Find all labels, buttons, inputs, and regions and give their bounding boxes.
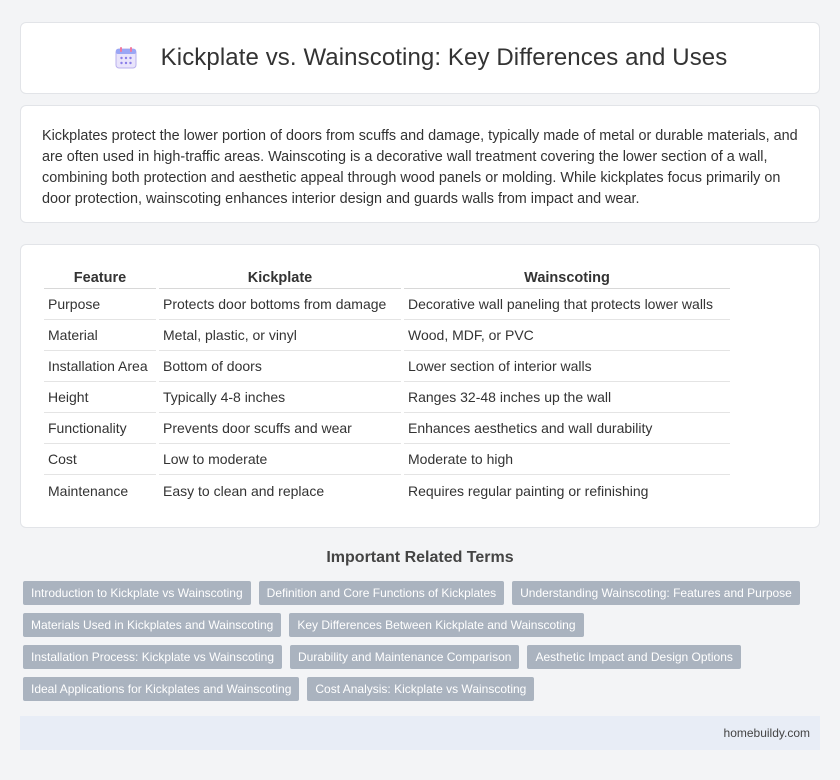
cell-kickplate: Easy to clean and replace: [163, 482, 325, 499]
cell-feature: Functionality: [44, 413, 156, 444]
intro-paragraph: Kickplates protect the lower portion of doors from scuffs and damage, typically made of metal or durable materials, and are often used in high-traffic areas. Wainscoting is a decorative wall treatment covering the lower section of a wall, combining both protection and aesthetic appeal through wood panels or molding. While kickplates focus primarily on door protection, wainscoting enhances interior design and guards walls from impact and wear.: [42, 128, 798, 207]
cell-wainscoting: Moderate to high: [404, 444, 730, 475]
related-term-tag[interactable]: Key Differences Between Kickplate and Wainscoting: [289, 613, 583, 637]
cell-wainscoting: Decorative wall paneling that protects lower walls: [404, 289, 730, 320]
table-row: [44, 382, 730, 413]
related-terms-list: [23, 581, 823, 701]
cell-feature: Material: [44, 320, 156, 351]
page-title: Kickplate vs. Wainscoting: Key Differences and Uses: [160, 44, 728, 71]
table-row: [44, 320, 730, 351]
related-term-tag[interactable]: Introduction to Kickplate vs Wainscoting: [23, 581, 251, 605]
table-row: [44, 413, 730, 444]
related-term-tag[interactable]: Materials Used in Kickplates and Wainscoting: [23, 613, 281, 637]
cell-feature: Height: [44, 382, 156, 413]
cell-feature: Installation Area: [44, 351, 156, 382]
cell-wainscoting: Requires regular painting or refinishing: [408, 482, 649, 499]
title-card: [20, 22, 820, 94]
cell-kickplate: Metal, plastic, or vinyl: [159, 320, 401, 351]
cell-wainscoting: Enhances aesthetics and wall durability: [404, 413, 730, 444]
related-term-tag[interactable]: Cost Analysis: Kickplate vs Wainscoting: [307, 677, 534, 701]
cell-kickplate: Bottom of doors: [159, 351, 401, 382]
cell-kickplate: Typically 4-8 inches: [159, 382, 401, 413]
cell-wainscoting: Wood, MDF, or PVC: [404, 320, 730, 351]
cell-feature: Purpose: [44, 289, 156, 320]
table-row: [44, 475, 730, 506]
table-row: [44, 351, 730, 382]
related-term-tag[interactable]: Definition and Core Functions of Kickplates: [259, 581, 504, 605]
calendar-icon: [113, 45, 139, 71]
related-term-tag[interactable]: Durability and Maintenance Comparison: [290, 645, 519, 669]
header-feature: Feature: [44, 267, 156, 289]
related-term-tag[interactable]: Understanding Wainscoting: Features and Purpose: [512, 581, 800, 605]
intro-card: [20, 105, 820, 223]
table-row: [44, 289, 730, 320]
related-term-tag[interactable]: Installation Process: Kickplate vs Wainscoting: [23, 645, 282, 669]
related-terms-title: Important Related Terms: [326, 549, 514, 566]
cell-feature: Cost: [44, 444, 156, 475]
related-term-tag[interactable]: Ideal Applications for Kickplates and Wainscoting: [23, 677, 299, 701]
cell-kickplate: Protects door bottoms from damage: [159, 289, 401, 320]
cell-kickplate: Prevents door scuffs and wear: [159, 413, 401, 444]
footer-site-name[interactable]: homebuildy.com: [723, 726, 810, 740]
header-wainscoting: Wainscoting: [404, 267, 730, 289]
table-header-row: [44, 267, 730, 289]
cell-feature: Maintenance: [48, 482, 129, 499]
comparison-card: [20, 244, 820, 528]
comparison-table: [41, 267, 733, 506]
cell-wainscoting: Ranges 32-48 inches up the wall: [404, 382, 730, 413]
table-row: [44, 444, 730, 475]
header-kickplate: Kickplate: [159, 267, 401, 289]
cell-wainscoting: Lower section of interior walls: [404, 351, 730, 382]
footer: [20, 716, 820, 750]
related-term-tag[interactable]: Aesthetic Impact and Design Options: [527, 645, 740, 669]
cell-kickplate: Low to moderate: [159, 444, 401, 475]
